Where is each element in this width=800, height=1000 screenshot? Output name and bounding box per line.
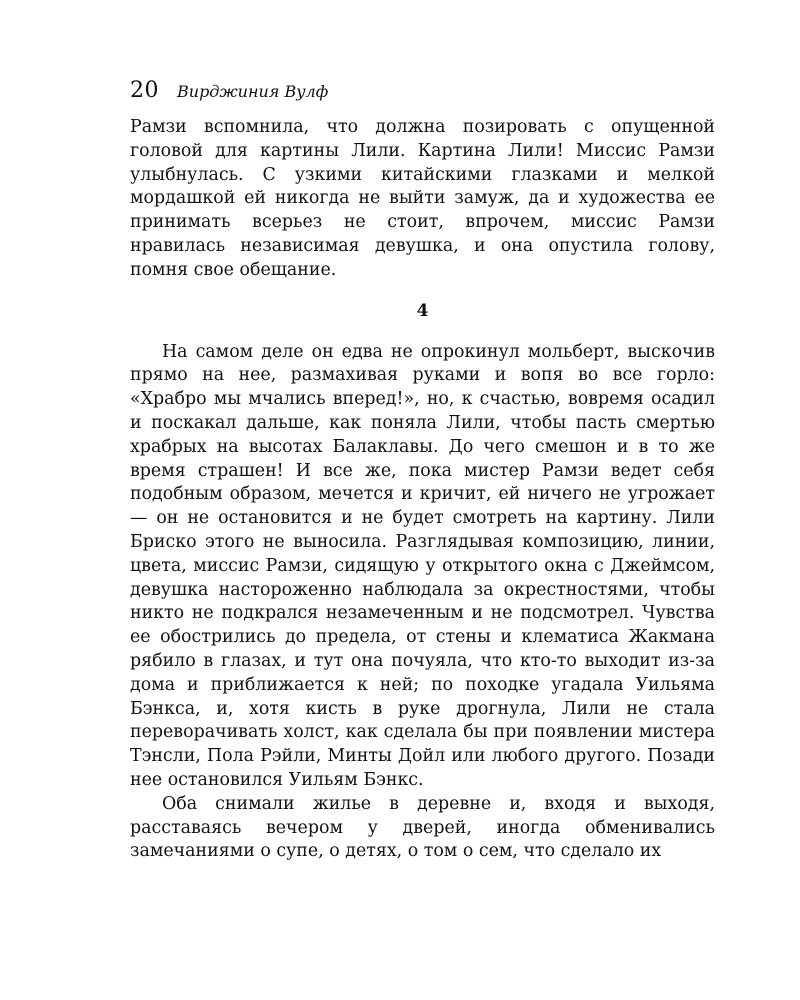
paragraph-chapter-start: На самом деле он едва не опрокинул мольберт, выскочив прямо на нее, размахивая руками и вопя во все горло: «Храбро мы мчались вперед!», но, к счастью, вовремя осадил и поскакал дальше, как поняла Лили, чтобы пасть смертью храбрых на высотах Балаклавы. До чего смешон и в то же время страшен! И все же, пока мистер Рамзи ведет себя подобным образом, мечется и кричит, ей ничего не угрожает — он не остановится и не будет смотреть на картину. Лили Бриско этого не выносила. Разглядывая композицию, линии, цвета, миссис Рамзи, сидящую у открытого окна с Джеймсом, девушка настороженно наблюдала за окрестностями, чтобы никто не подкрался незамеченным и не подсмотрел. Чувства ее обострились до предела, от стены и клематиса Жакмана рябило в глазах, и тут она почуяла, что кто-то выходит из-за дома и приближается к ней; по походке угадала Уильяма Бэнкса, и, хотя кисть в руке дрогнула, Лили не стала переворачивать холст, как сделала бы при появлении мистера Тэнсли, Пола Рэйли, Минты Дойл или любого другого. Позади нее остановился Уильям Бэнкс. (130, 341, 715, 790)
author-name: Вирджиния Вулф (177, 82, 329, 101)
chapter-number: 4 (416, 300, 429, 321)
paragraph-next: Оба снимали жилье в деревне и, входя и выходя, расставаясь вечером у дверей, иногда обменивались замечаниями о супе, о детях, о том о сем, что сделало их (130, 793, 715, 862)
page-number: 20 (130, 78, 159, 103)
paragraph-continued: Рамзи вспомнила, что должна позировать с опущенной головой для картины Лили. Картина Лили! Миссис Рамзи улыбнулась. С узкими китайскими глазками и мелкой мордашкой ей никогда не выйти замуж, да и художества ее принимать всерьез не стоит, впрочем, миссис Рамзи нравилась независимая девушка, и она опустила голову, помня свое обещание. (130, 117, 715, 280)
running-head (130, 78, 715, 112)
book-page (130, 78, 715, 864)
